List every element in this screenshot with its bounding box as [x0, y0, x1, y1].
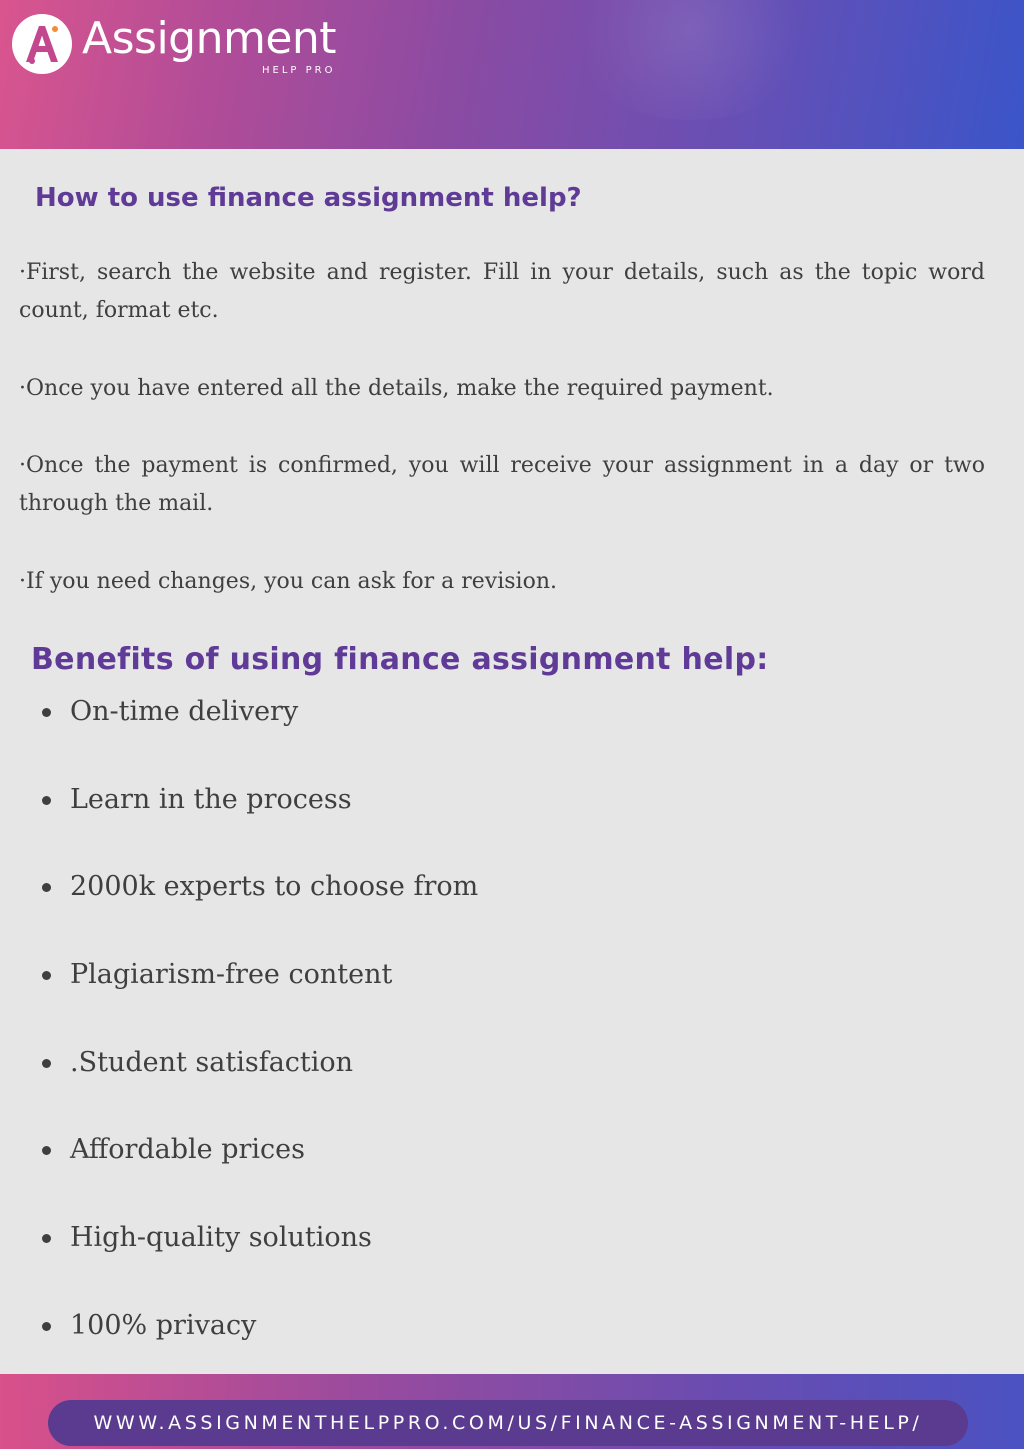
- footer-banner: [0, 1374, 1024, 1449]
- bullet-icon: [42, 796, 51, 805]
- benefit-label: 100% privacy: [70, 1309, 257, 1341]
- brand-tagline: HELP PRO: [262, 65, 336, 76]
- bullet-icon: [42, 1322, 51, 1331]
- benefit-label: Learn in the process: [70, 783, 352, 815]
- benefit-label: 2000k experts to choose from: [70, 871, 479, 903]
- brand-name: Assignment: [82, 13, 337, 64]
- header-decoration: [560, 0, 820, 120]
- letter-a-logo-icon: [10, 12, 74, 76]
- benefit-label: Plagiarism-free content: [70, 959, 393, 991]
- step-4-text: ·If you need changes, you can ask for a revision.: [19, 569, 558, 594]
- header-banner: [0, 0, 1024, 149]
- bullet-icon: [42, 1146, 51, 1155]
- benefits-title: Benefits of using finance assignment help:: [31, 642, 769, 677]
- benefit-label: Affordable prices: [70, 1134, 306, 1166]
- step-2-text: ·Once you have entered all the details, make the required payment.: [19, 376, 774, 401]
- benefit-label: .Student satisfaction: [70, 1046, 354, 1078]
- benefit-label: High-quality solutions: [70, 1222, 372, 1254]
- bullet-icon: [42, 1059, 51, 1068]
- step-1-text: ·First, search the website and register. Fill in your details, such as the topic word count, format etc.: [19, 260, 985, 323]
- bullet-icon: [42, 1234, 51, 1243]
- bullet-icon: [42, 971, 51, 980]
- how-to-title: How to use finance assignment help?: [35, 183, 582, 213]
- step-3-text: ·Once the payment is confirmed, you will receive your assignment in a day or two through the mail.: [19, 453, 985, 516]
- benefit-label: On-time delivery: [70, 696, 299, 727]
- website-url-link[interactable]: WWW.ASSIGNMENTHELPPRO.COM/US/FINANCE-ASSIGNMENT-HELP/: [48, 1400, 968, 1446]
- bullet-icon: [42, 708, 51, 717]
- bullet-icon: [42, 883, 51, 892]
